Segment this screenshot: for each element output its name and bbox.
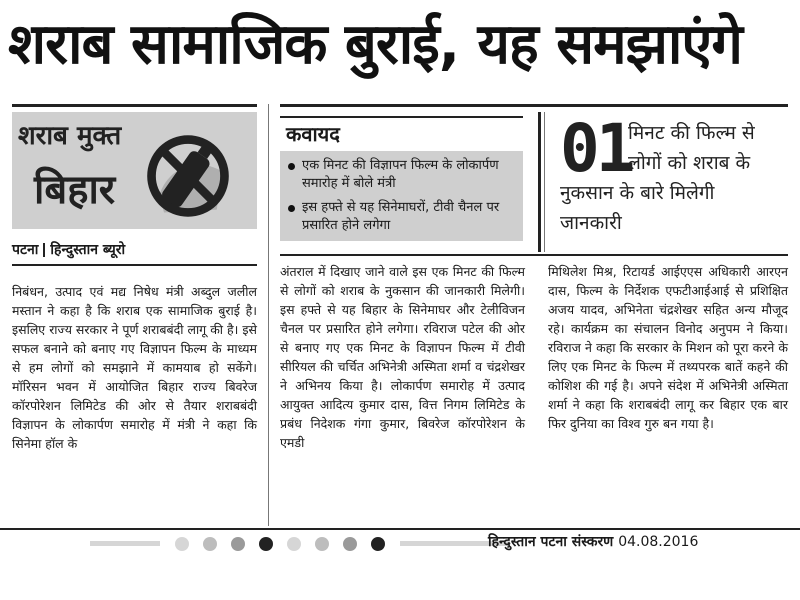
byline-separator [43, 243, 45, 257]
byline-source: हिन्दुस्तान ब्यूरो [50, 242, 126, 258]
decorative-dots [90, 536, 510, 552]
top-rule-right [280, 104, 788, 107]
sidebar-rule [280, 116, 523, 118]
highlight-line: मिनट की फिल्म से [628, 122, 755, 144]
sidebar-bullet: इस हफ्ते से यह सिनेमाघरों, टीवी चैनल पर प्रसारित होने लगेगा [288, 199, 518, 235]
mid-rule [280, 254, 788, 256]
sidebar-title: कवायद [286, 122, 340, 146]
top-rule-left [12, 104, 257, 107]
no-alcohol-icon [140, 128, 236, 224]
footer-source-name: हिन्दुस्तान पटना संस्करण [488, 534, 614, 550]
highlight-line: जानकारी [560, 212, 622, 234]
column-divider [538, 112, 541, 252]
sidebar-bullet: एक मिनट की विज्ञापन फिल्म के लोकार्पण समारोह में बोले मंत्री [288, 157, 518, 193]
highlight-text [560, 118, 785, 238]
bullet-icon [288, 205, 295, 212]
column-divider [268, 104, 269, 526]
logo-text-line1: शराब मुक्त [18, 121, 122, 151]
column-divider [544, 112, 545, 252]
article-column-1 [12, 282, 257, 522]
article-column-2 [280, 262, 525, 524]
footer-source [488, 532, 698, 551]
byline-rule [12, 264, 257, 266]
headline: शराब सामाजिक बुराई, यह समझाएंगे [8, 12, 742, 77]
byline [12, 240, 257, 259]
logo-text-line2: बिहार [34, 167, 116, 213]
article-text: अंतराल में दिखाए जाने वाले इस एक मिनट की फिल्म से लोगों को शराब के नुकसान की जानकारी मिलेगी। इस हफ्ते से यह बिहार के सिनेमाघर और टेलीविजन चैनल पर प्रसारित होने लगेगा। रविराज पटेल की ओर से बनाए गए एक मिनट के विज्ञापन फिल्म में टीवी सीरियल की चर्चित अभिनेत्री अस्मिता शर्मा व चंद्रशेखर ने अभिनय किया है। लोकार्पण समारोह में उत्पाद आयुक्त आदित्य कुमार दास, वित्त निगम लिमिटेड के प्रबंध निदेशक गंगा कुमार, बिवरेज कॉरपोरेशन के एमडी [280, 264, 525, 450]
article-text: निबंधन, उत्पाद एवं मद्य निषेध मंत्री अब्दुल जलील मस्तान ने कहा है कि शराब एक सामाजिक बुराई है। इसलिए राज्य सरकार ने पूर्ण शराबबंदी लागू की है। इसे सफल बनाने को बनाए गए विज्ञापन फिल्म के माध्यम से हम लोगों को समझाने में कामयाब हो सकेंगे। मॉरिसन भवन में आयोजित बिहार राज्य बिवरेज कॉरपोरेशन लिमिटेड की ओर से तैयार शराबबंदी विज्ञापन के लोकार्पण समारोह में मंत्री ने कहा कि सिनेमा हॉल के [12, 284, 257, 451]
footer-date: 04.08.2016 [618, 534, 699, 550]
sidebar-box [280, 151, 523, 241]
bullet-icon [288, 163, 295, 170]
campaign-logo [12, 112, 257, 229]
footer-rule [0, 528, 800, 530]
article-text: मिथिलेश मिश्र, रिटायर्ड आईएएस अधिकारी आरएन दास, फिल्म के निर्देशक एफटीआईआई से प्रशिक्षित अजय यादव, अभिनेता चंद्रशेखर सहित अन्य मौजूद रहे। कार्यक्रम का संचालन विनोद अनुपम ने किया। रविराज ने कहा कि सरकार के मिशन को पूरा करने के लिए एक मिनट के फिल्म में तथ्यपरक बातें कहने की कोशिश की गई है। अपने संदेश में अभिनेत्री अस्मिता शर्मा ने कहा कि शराबबंदी लागू कर बिहार एक बार फिर दुनिया का विश्व गुरु बन गया है। [548, 264, 788, 431]
highlight-line: लोगों को शराब के [628, 152, 751, 174]
highlight-number: 01 [560, 110, 632, 187]
article-column-3 [548, 262, 788, 524]
byline-city: पटना [12, 242, 39, 258]
highlight-line: नुकसान के बारे मिलेगी [560, 182, 715, 204]
